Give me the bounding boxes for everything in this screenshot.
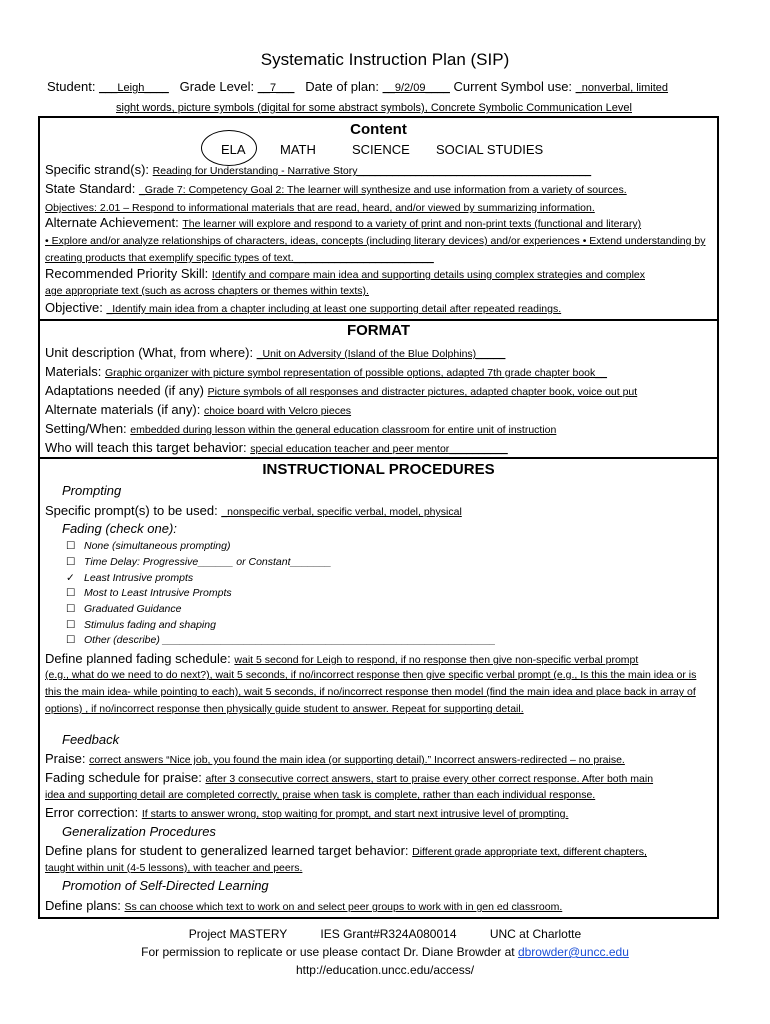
generalization-continued: taught within unit (4-5 lessons), with teacher and peers.: [45, 862, 303, 874]
fading-heading: Fading (check one):: [62, 521, 177, 536]
fading-option-label: Time Delay: Progressive______ or Constant_______: [84, 556, 332, 568]
fading-option-label: Stimulus fading and shaping: [84, 619, 216, 631]
priority-label: Recommended Priority Skill:: [45, 266, 209, 281]
grade-value: __7___: [257, 82, 295, 94]
footer-contact: [0, 945, 770, 959]
prompts-value: _nonspecific verbal, specific verbal, model, physical: [221, 506, 462, 518]
define-plans-line: [45, 898, 715, 913]
materials-label: Materials:: [45, 364, 102, 379]
standard-value: _Grade 7: Competency Goal 2: The learner will synthesize and use information from a variety of sources.: [138, 184, 627, 196]
schedule-value: wait 5 second for Leigh to respond, if no response then give non-specific verbal prompt: [234, 654, 639, 666]
define-plans-value: Ss can choose which text to work on and select peer groups to work with in gen ed classroom.: [124, 901, 563, 913]
who-value: special education teacher and peer mentor__________: [250, 443, 508, 455]
fading-option: [66, 603, 181, 615]
checkbox-icon[interactable]: ☐: [66, 634, 76, 646]
footer-credits: Project MASTERY IES Grant#R324A080014 UNC at Charlotte: [188, 927, 582, 941]
praise-line: [45, 751, 715, 766]
procedures-heading: INSTRUCTIONAL PROCEDURES: [262, 461, 495, 478]
date-value: __9/2/09____: [382, 82, 450, 94]
materials-line: [45, 364, 715, 379]
fading-option: [66, 540, 231, 552]
unit-value: _Unit on Adversity (Island of the Blue Dolphins)_____: [256, 348, 506, 360]
fading-option-label: Most to Least Intrusive Prompts: [84, 587, 232, 599]
subject-social-studies: SOCIAL STUDIES: [436, 142, 544, 157]
checkbox-icon[interactable]: ☐: [66, 603, 76, 615]
student-label: Student:: [47, 79, 96, 94]
subject-science: SCIENCE: [352, 142, 410, 157]
symbol-value: _nonverbal, limited: [575, 82, 669, 94]
prompts-label: Specific prompt(s) to be used:: [45, 503, 218, 518]
objective-label: Objective:: [45, 300, 103, 315]
error-line: [45, 805, 715, 820]
generalization-label: Define plans for student to generalized learned target behavior:: [45, 843, 409, 858]
generalization-heading: Generalization Procedures: [62, 824, 216, 839]
footer-contact-text: For permission to replicate or use please contact Dr. Diane Browder at: [141, 945, 518, 959]
priority-value: Identify and compare main idea and supporting details using complex strategies and complex: [211, 269, 645, 281]
strand-value: Reading for Understanding - Narrative Story________________________________________: [152, 165, 592, 177]
schedule-continued: (e.g., what do we need to do next?), wait 5 seconds, if no/incorrect response then give specific verbal prompt (e.g., Is this the main idea or is this the main idea- while pointing to each), wait 5 seconds, if no/incorrect response then model (find the main idea and place back in array of options) , if no/incorrect response then physically guide student to answer. Repeat for supporting detail.: [45, 669, 697, 715]
fading-option-label: Other (describe) _________________________________________________________: [84, 634, 496, 646]
schedule-label: Define planned fading schedule:: [45, 651, 231, 666]
fading-option: [66, 572, 193, 584]
fading-option-label: Least Intrusive prompts: [84, 572, 194, 584]
fading-option-label: Graduated Guidance: [84, 603, 182, 615]
strand-label: Specific strand(s):: [45, 162, 150, 177]
objectives-value: Objectives: 2.01 – Respond to informational materials that are read, heard, and/or viewed by summarizing information.: [45, 202, 595, 214]
content-heading: Content: [350, 121, 407, 138]
feedback-heading: Feedback: [62, 732, 120, 747]
generalization-line: [45, 843, 715, 858]
fading-option: [66, 587, 232, 599]
checkbox-icon[interactable]: ☐: [66, 587, 76, 599]
objective-value: _Identify main idea from a chapter including at least one supporting detail after repeated readings.: [106, 303, 562, 315]
strand-line: [45, 162, 715, 177]
who-line: [45, 440, 715, 455]
checkbox-icon[interactable]: ☐: [66, 619, 76, 631]
unit-line: [45, 345, 715, 360]
adaptations-line: [45, 383, 715, 398]
alt-continued: • Explore and/or analyze relationships of characters, ideas, concepts (including literary devices) and/or experiences • Extend understanding by creating products that exemplify specific types of text.________________________: [45, 235, 706, 264]
praise-label: Praise:: [45, 751, 86, 766]
subject-ela: ELA: [221, 142, 246, 157]
checkbox-icon[interactable]: ☐: [66, 556, 76, 568]
standard-line: [45, 181, 715, 196]
promotion-heading: Promotion of Self-Directed Learning: [62, 878, 269, 893]
fading-option-label: None (simultaneous prompting): [84, 540, 231, 552]
prompts-line: [45, 503, 715, 518]
objective-line: [45, 300, 715, 315]
adaptations-label: Adaptations needed (if any): [45, 383, 204, 398]
objectives-line: [45, 199, 715, 214]
standard-label: State Standard:: [45, 181, 136, 196]
priority-line: [45, 266, 715, 281]
setting-line: [45, 421, 715, 436]
setting-label: Setting/When:: [45, 421, 127, 436]
alt-line: [45, 215, 715, 230]
error-value: If starts to answer wrong, stop waiting for prompt, and start next intrusive level of prompting.: [141, 808, 569, 820]
fading-praise-continued: idea and supporting detail are completed correctly, praise when task is complete, rather than each individual response.: [45, 789, 596, 801]
prompting-heading: Prompting: [62, 483, 122, 498]
who-label: Who will teach this target behavior:: [45, 440, 247, 455]
date-label: Date of plan:: [305, 79, 379, 94]
symbol-continued: [116, 99, 632, 114]
student-value: ___Leigh____: [99, 82, 169, 94]
grade-label: Grade Level:: [179, 79, 255, 94]
symbol-value-2: sight words, picture symbols (digital for some abstract symbols), Concrete Symbolic Communication Level: [116, 102, 632, 114]
define-plans-label: Define plans:: [45, 898, 121, 913]
unit-label: Unit description (What, from where):: [45, 345, 254, 360]
alt-materials-value: choice board with Velcro pieces: [203, 405, 352, 417]
fading-option: [66, 619, 216, 631]
materials-value: Graphic organizer with picture symbol representation of possible options, adapted 7th grade chapter book__: [104, 367, 607, 379]
alt-materials-line: [45, 402, 715, 417]
fading-praise-value: after 3 consecutive correct answers, start to praise every other correct response. After both main: [205, 773, 654, 785]
format-heading: FORMAT: [346, 322, 411, 339]
priority-continued: age appropriate text (such as across chapters or themes within texts).: [45, 285, 369, 297]
praise-value: correct answers “Nice job, you found the main idea (or supporting detail).” Incorrect answers-redirected – no praise.: [89, 754, 625, 766]
alt-label: Alternate Achievement:: [45, 215, 179, 230]
setting-value: embedded during lesson within the general education classroom for entire unit of instruction: [130, 424, 557, 436]
alt-materials-label: Alternate materials (if any):: [45, 402, 201, 417]
symbol-label: Current Symbol use:: [453, 79, 573, 94]
alt-value: The learner will explore and respond to a variety of print and non-print texts (functional and literary): [182, 218, 642, 230]
adaptations-value: Picture symbols of all responses and distracter pictures, adapted chapter book, voice out put: [207, 386, 638, 398]
page-title: Systematic Instruction Plan (SIP): [260, 50, 510, 69]
footer-url[interactable]: http://education.uncc.edu/access/: [295, 963, 475, 977]
checkmark-icon[interactable]: ✓: [66, 572, 75, 584]
checkbox-icon[interactable]: ☐: [66, 540, 76, 552]
fading-option: [66, 556, 331, 568]
fading-praise-label: Fading schedule for praise:: [45, 770, 202, 785]
fading-option: [66, 634, 496, 646]
header-line: [47, 79, 668, 94]
subject-math: MATH: [280, 142, 316, 157]
fading-praise-line: [45, 770, 715, 785]
error-label: Error correction:: [45, 805, 139, 820]
email-link[interactable]: dbrowder@uncc.edu: [517, 945, 629, 959]
schedule-line: [45, 651, 715, 666]
generalization-value: Different grade appropriate text, different chapters,: [412, 846, 647, 858]
